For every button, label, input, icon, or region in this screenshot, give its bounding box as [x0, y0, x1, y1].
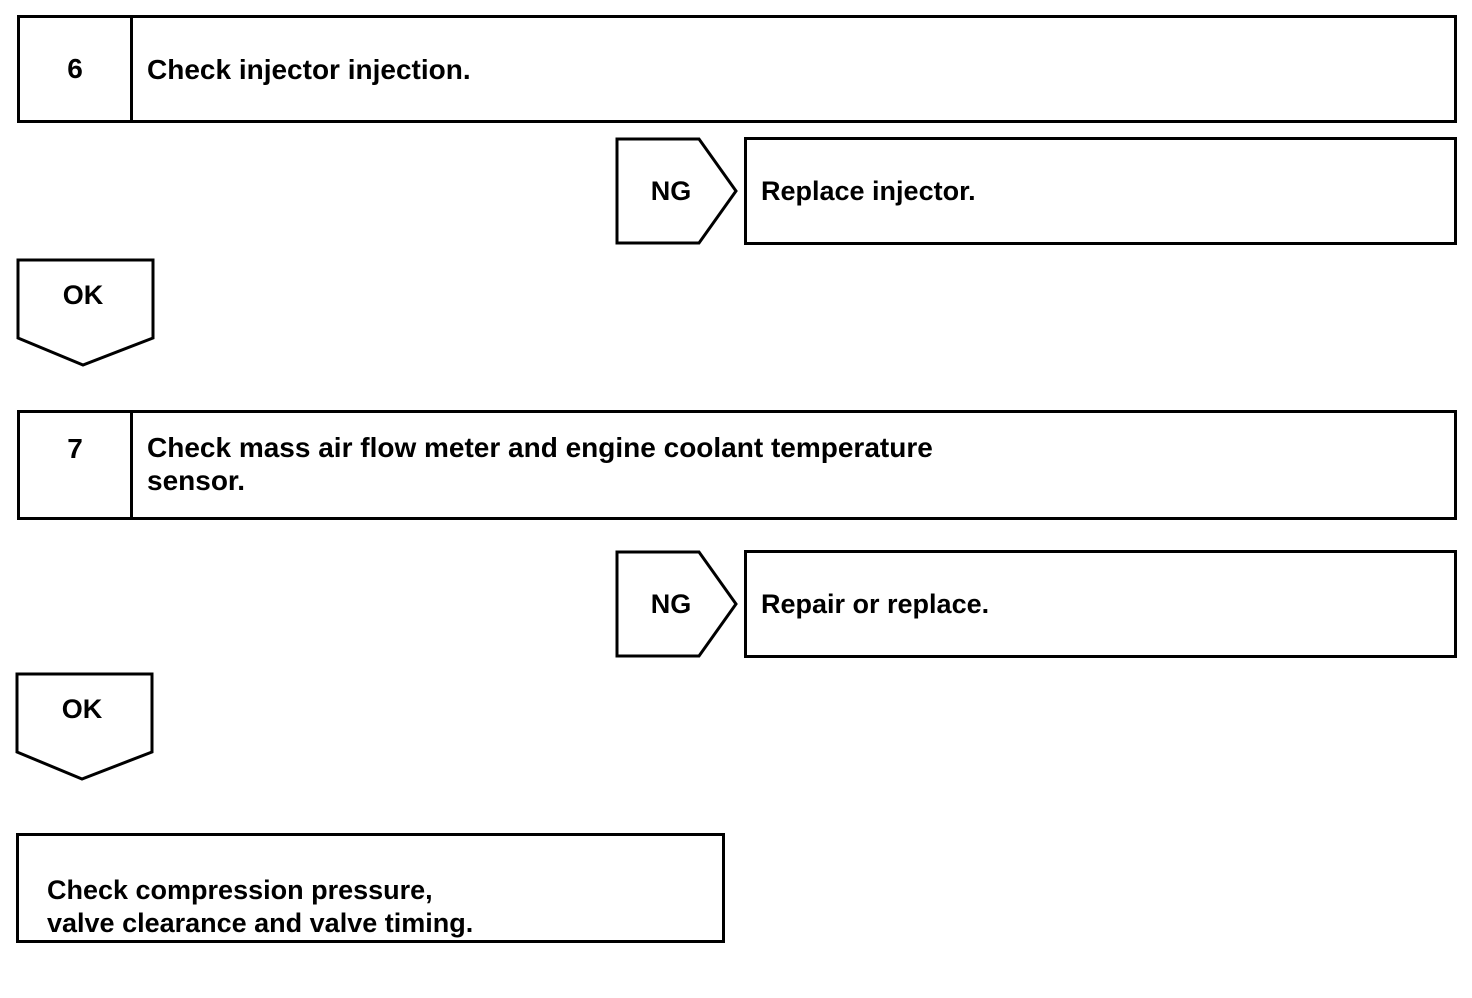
final-step-text: Check compression pressure, valve clearance and valve timing. [47, 875, 474, 938]
step-6-ng-action: Replace injector. [761, 175, 976, 206]
step-7-ng-action: Repair or replace. [761, 588, 990, 619]
step-7-number: 7 [20, 413, 133, 517]
step-6-ng-tag [615, 137, 739, 245]
step-6-ok-tag [16, 258, 156, 368]
step-6-box [17, 15, 1457, 123]
final-step-box [16, 833, 725, 943]
step-7-ng-label: NG [650, 588, 692, 619]
step-6-text: Check injector injection. [147, 53, 471, 85]
step-7-text: Check mass air flow meter and engine coolant temperature sensor. [147, 432, 933, 496]
step-7-ok-tag [15, 672, 155, 782]
step-7-box [17, 410, 1457, 520]
step-7-ok-label: OK [61, 694, 103, 724]
step-7-ng-tag [615, 550, 739, 658]
ok-arrow-shape [16, 258, 156, 368]
step-6-ok-label: OK [62, 280, 104, 310]
step-6-number: 6 [20, 18, 133, 120]
step-6-ng-label: NG [650, 175, 692, 206]
step-6-ng-action-box [744, 137, 1457, 245]
ok-arrow-shape [15, 672, 155, 782]
step-7-ng-action-box [744, 550, 1457, 658]
